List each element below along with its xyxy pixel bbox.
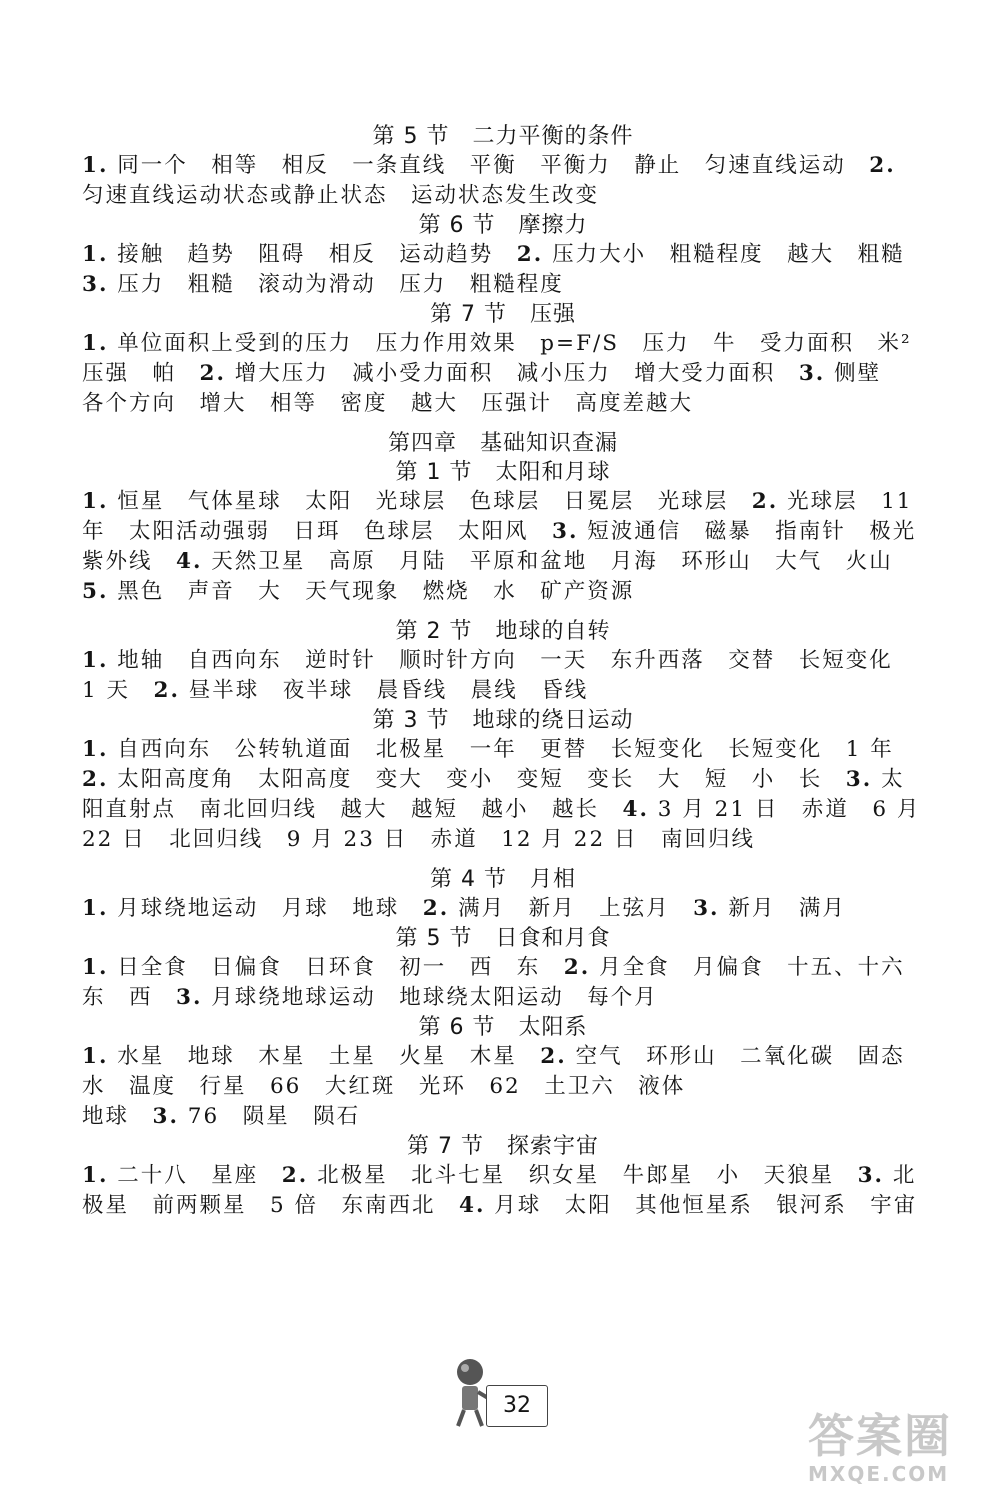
question-number: 4. xyxy=(459,1193,486,1218)
question-number: 1. xyxy=(82,1163,109,1188)
question-number: 2. xyxy=(751,489,779,514)
question-number: 1. xyxy=(82,955,109,980)
answer-text: 短波通信 磁暴 指南针 极光 紫外线 xyxy=(82,519,940,574)
section-heading: 第 5 节 二力平衡的条件 xyxy=(372,124,634,149)
answer-text: 太阳高度角 太阳高度 变大 变小 变短 变长 大 短 小 长 xyxy=(108,767,846,792)
answer-text: 侧壁 各个方向 增大 相等 密度 越大 压强计 高度差越大 xyxy=(82,361,905,416)
question-number: 1. xyxy=(82,489,109,514)
question-number: 2. xyxy=(199,361,226,386)
question-number: 3. xyxy=(845,767,873,792)
watermark-text: 答案圈 xyxy=(808,1409,952,1463)
section-heading: 第 2 节 地球的自转 xyxy=(395,619,611,644)
page-number: 32 xyxy=(486,1385,548,1427)
question-number: 4. xyxy=(622,797,649,822)
section-heading: 第 7 节 探索宇宙 xyxy=(407,1134,599,1159)
answer-text: 水星 地球 木星 土星 火星 木星 xyxy=(108,1044,541,1069)
section-heading: 第 6 节 太阳系 xyxy=(418,1015,588,1040)
answer-text: 接触 趋势 阻碍 相反 运动趋势 xyxy=(108,242,517,267)
question-number: 2. xyxy=(153,678,180,703)
question-number: 1. xyxy=(82,737,109,762)
answer-text: 自西向东 公转轨道面 北极星 一年 更替 长短变化 长短变化 1 年 xyxy=(108,737,918,762)
answer-text: 二十八 星座 xyxy=(108,1163,282,1188)
section-heading: 第 5 节 日食和月食 xyxy=(395,926,611,951)
answer-text: 日全食 日偏食 日环食 初一 西 东 xyxy=(108,955,564,980)
answer-text: 新月 满月 xyxy=(719,896,846,921)
question-number: 2. xyxy=(869,153,896,178)
answer-text: 太阳直射点 南北回归线 越大 越短 越小 越长 xyxy=(82,767,905,822)
question-number: 2. xyxy=(281,1163,309,1188)
answer-text: 单位面积上受到的压力 压力作用效果 p=F/S 压力 牛 受力面积 米² 压强 帕 xyxy=(82,331,936,386)
mascot-head xyxy=(457,1359,483,1385)
question-number: 3. xyxy=(176,985,203,1010)
question-number: 1. xyxy=(82,153,109,178)
answer-text: 黑色 声音 大 天气现象 燃烧 水 矿产资源 xyxy=(108,579,635,604)
answer-page xyxy=(82,122,940,1221)
answer-text: 月球绕地运动 月球 地球 xyxy=(108,896,423,921)
answer-paragraph xyxy=(82,329,936,419)
answer-text: 压力大小 粗糙程度 越大 粗糙 xyxy=(543,242,929,267)
question-number: 1. xyxy=(82,242,109,267)
section-heading: 第四章 基础知识查漏 xyxy=(387,431,618,456)
question-number: 5. xyxy=(82,579,109,604)
answer-text: 同一个 相等 相反 一条直线 平衡 平衡力 静止 匀速直线运动 xyxy=(108,153,870,178)
answer-text: 地轴 自西向东 逆时针 顺时针方向 一天 东升西落 交替 长短变化 1 天 xyxy=(82,648,917,703)
question-number: 3. xyxy=(857,1163,885,1188)
answer-text: 北极星 前两颗星 5 倍 东南西北 xyxy=(82,1163,917,1218)
answer-text: 北极星 北斗七星 织女星 牛郎星 小 天狼星 xyxy=(308,1163,858,1188)
question-number: 2. xyxy=(422,896,450,921)
answer-paragraph xyxy=(82,151,924,211)
answer-paragraph xyxy=(82,1161,924,1221)
watermark-url: MXQE.COM xyxy=(808,1462,950,1486)
answer-paragraph xyxy=(82,894,924,924)
question-number: 2. xyxy=(540,1044,567,1069)
question-number: 4. xyxy=(176,549,203,574)
answer-text: 3 月 21 日 赤道 6 月 22 日 北回归线 9 月 23 日 赤道 12 月 22 日 南回归线 xyxy=(82,797,930,852)
question-number: 3. xyxy=(552,519,579,544)
answer-text: 天然卫星 高原 月陆 平原和盆地 月海 环形山 大气 火山 xyxy=(202,549,917,574)
question-number: 2. xyxy=(516,242,544,267)
answer-paragraph xyxy=(82,953,929,1013)
answer-paragraph xyxy=(82,735,930,855)
answer-text: 满月 新月 上弦月 xyxy=(449,896,694,921)
answer-paragraph xyxy=(82,240,929,300)
answer-text: 昼半球 夜半球 晨昏线 晨线 昏线 xyxy=(179,678,589,703)
answer-text: 匀速直线运动状态或静止状态 运动状态发生改变 xyxy=(82,153,905,208)
answer-paragraph xyxy=(82,646,924,706)
question-number: 2. xyxy=(563,955,591,980)
answer-text: 月全食 月偏食 十五、十六 东 西 xyxy=(82,955,929,1010)
answer-text: 压力 粗糙 滚动为滑动 压力 粗糙程度 xyxy=(108,272,564,297)
section-heading: 第 1 节 太阳和月球 xyxy=(395,460,611,485)
answer-paragraph xyxy=(82,1042,924,1132)
answer-text: 恒星 气体星球 太阳 光球层 色球层 日冕层 光球层 xyxy=(108,489,752,514)
section-heading: 第 3 节 地球的绕日运动 xyxy=(372,708,634,733)
mascot-body xyxy=(462,1386,478,1410)
answer-text: 76 陨星 陨石 xyxy=(178,1104,361,1129)
question-number: 1. xyxy=(82,1044,109,1069)
answer-text: 空气 环形山 二氧化碳 固态水 温度 行星 66 大红斑 光环 62 土卫六 液体 地球 xyxy=(82,1044,905,1129)
section-heading: 第 6 节 摩擦力 xyxy=(418,213,588,238)
watermark-logo xyxy=(808,1410,988,1490)
section-heading: 第 7 节 压强 xyxy=(430,302,576,327)
question-number: 3. xyxy=(798,361,826,386)
question-number: 3. xyxy=(693,896,720,921)
answer-text: 增大压力 减小受力面积 减小压力 增大受力面积 xyxy=(225,361,799,386)
answer-text: 月球绕地球运动 地球绕太阳运动 每个月 xyxy=(202,985,658,1010)
question-number: 1. xyxy=(82,331,109,356)
section-heading: 第 4 节 月相 xyxy=(430,867,576,892)
question-number: 1. xyxy=(82,896,109,921)
answer-text: 光球层 11 年 太阳活动强弱 日珥 色球层 太阳风 xyxy=(82,489,922,544)
question-number: 3. xyxy=(82,272,109,297)
answer-text: 月球 太阳 其他恒星系 银河系 宇宙 xyxy=(485,1193,918,1218)
answer-paragraph xyxy=(82,487,940,607)
question-number: 2. xyxy=(82,767,109,792)
question-number: 1. xyxy=(82,648,109,673)
question-number: 3. xyxy=(152,1104,179,1129)
